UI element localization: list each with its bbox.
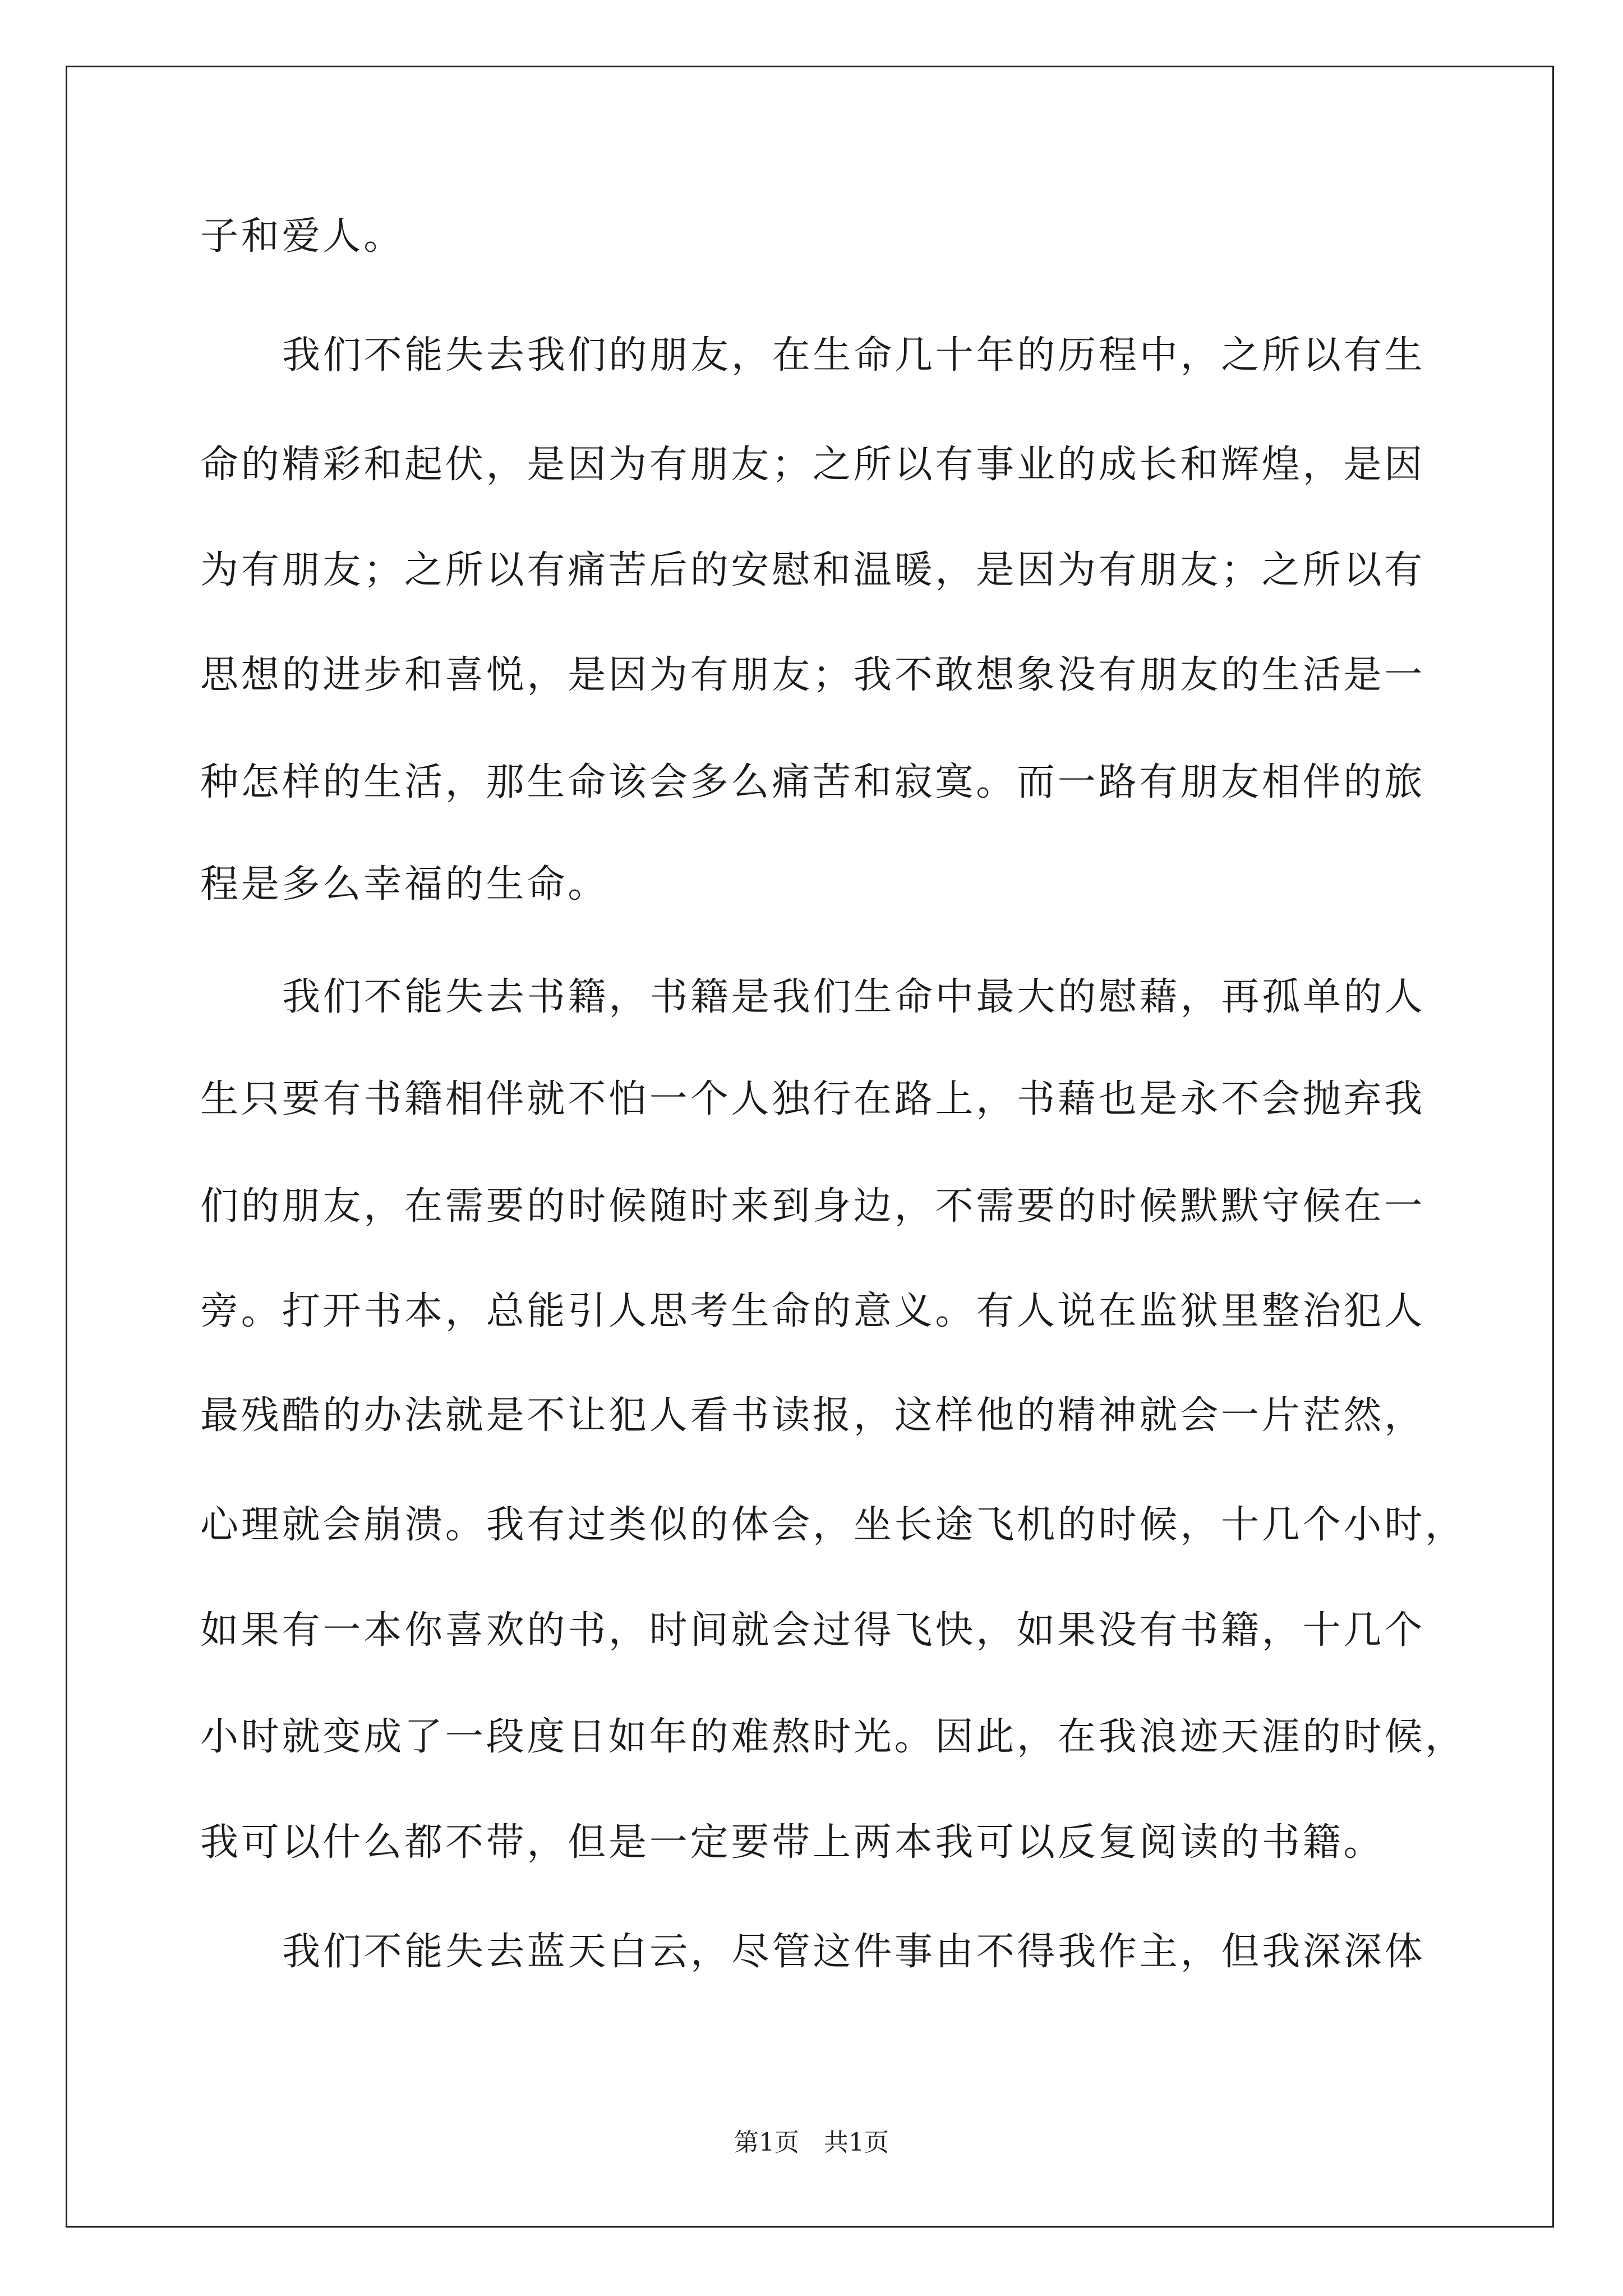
page-number-footer: 第1页 共1页: [734, 2128, 889, 2157]
text-line: 我们不能失去蓝天白云，尽管这件事由不得我作主，但我深深体: [282, 1930, 1426, 1974]
page-border: [66, 66, 1554, 2228]
text-line: 们的朋友，在需要的时候随时来到身边，不需要的时候默默守候在一: [200, 1184, 1426, 1228]
text-line: 我可以什么都不带，但是一定要带上两本我可以反复阅读的书籍。: [200, 1820, 1385, 1865]
text-line: 最残酷的办法就是不让犯人看书读报，这样他的精神就会一片茫然，: [200, 1393, 1426, 1438]
text-line: 我们不能失去我们的朋友，在生命几十年的历程中，之所以有生: [282, 333, 1426, 378]
text-line: 我们不能失去书籍，书籍是我们生命中最大的慰藉，再孤单的人: [282, 975, 1426, 1019]
text-line: 程是多么幸福的生命。: [200, 862, 609, 907]
text-line: 心理就会崩溃。我有过类似的体会，坐长途飞机的时候，十几个小时，: [200, 1503, 1466, 1547]
text-line: 思想的进步和喜悦，是因为有朋友；我不敢想象没有朋友的生活是一: [200, 653, 1426, 697]
text-line: 种怎样的生活，那生命该会多么痛苦和寂寞。而一路有朋友相伴的旅: [200, 760, 1426, 804]
text-line: 生只要有书籍相伴就不怕一个人独行在路上，书藉也是永不会抛弃我: [200, 1077, 1426, 1121]
text-line: 旁。打开书本，总能引人思考生命的意义。有人说在监狱里整治犯人: [200, 1289, 1426, 1333]
text-line: 如果有一本你喜欢的书，时间就会过得飞快，如果没有书籍，十几个: [200, 1608, 1426, 1653]
text-line: 小时就变成了一段度日如年的难熬时光。因此，在我浪迹天涯的时候，: [200, 1715, 1466, 1759]
text-line: 子和爱人。: [200, 214, 405, 259]
text-line: 命的精彩和起伏，是因为有朋友；之所以有事业的成长和辉煌，是因: [200, 443, 1426, 487]
text-line: 为有朋友；之所以有痛苦后的安慰和温暖，是因为有朋友；之所以有: [200, 548, 1426, 592]
